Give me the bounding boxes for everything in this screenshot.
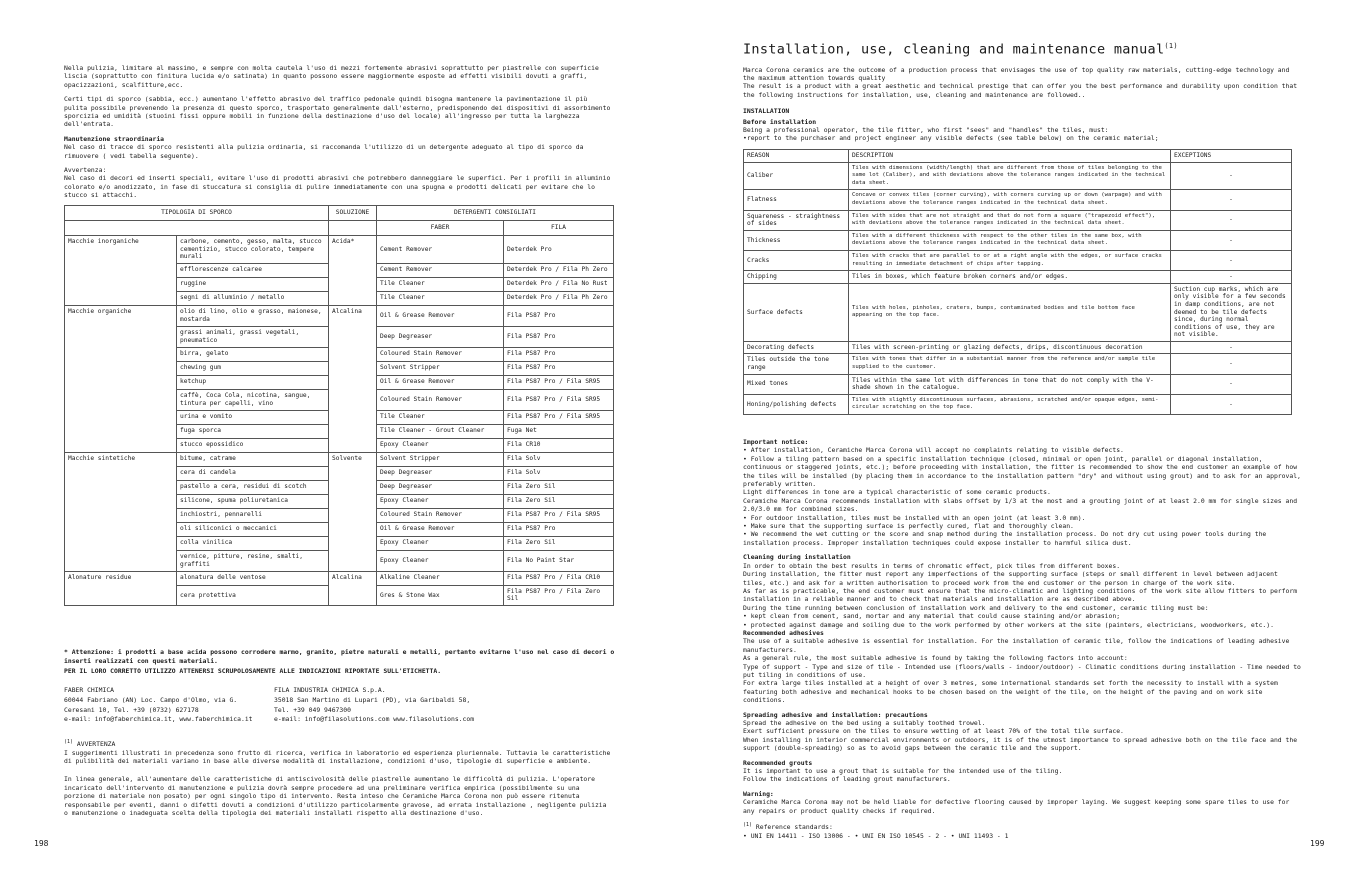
header-solution: SOLUZIONE: [329, 206, 377, 221]
table-row: [744, 341, 1292, 354]
faber-product: Epoxy Cleaner: [377, 438, 504, 452]
header-faber: FABER: [377, 221, 504, 236]
faber-product: Alkaline Cleaner: [377, 571, 504, 585]
defect-exceptions: -: [1171, 230, 1292, 250]
defect-exceptions: -: [1171, 162, 1292, 190]
left-intro: [64, 64, 612, 200]
table-row: [65, 452, 614, 466]
stain-type: segni di alluminio / metallo: [177, 291, 329, 305]
faber-product: Deep Degreaser: [377, 466, 504, 480]
defect-description: Tiles with sides that are not straight and that do not form a square ("trapezoid effect"), with deviations above the tolerance ranges indicated in the technical data sheet.: [849, 210, 1171, 230]
defect-description: Tiles with a different thickness with respect to the other tiles in the same box, with deviations above the tolerance ranges indicated in the technical data sheet.: [849, 230, 1171, 250]
faber-product: Oil & Grease Remover: [377, 522, 504, 536]
before-installation-bullet: • report to the purchaser and project engineer any visible defects (see table below) on the ceramic material;: [743, 134, 1303, 142]
fila-product: Fila Solv: [504, 466, 614, 480]
solution-type: Solvente: [329, 452, 377, 571]
defect-reason: Cracks: [744, 250, 849, 270]
defect-table-body: [744, 162, 1292, 414]
fila-product: Fuga Net: [504, 424, 614, 438]
defect-reason: Flatness: [744, 190, 849, 210]
defect-description: Concave or convex tiles (corner curving), with corners curving up or down (warpage) and with deviations above the tolerance ranges indicated in the technical data sheet.: [849, 190, 1171, 210]
fila-product: Fila Zero Sil: [504, 480, 614, 494]
page-number-right: 199: [1310, 839, 1325, 848]
table-row: [744, 162, 1292, 190]
intro-paragraph: Marca Corona ceramics are the outcome of a production process that envisages the use of top quality raw materials, cutting-edge technology and the maximum attention towards quality: [743, 65, 1290, 82]
faber-product: Coloured Stain Remover: [377, 508, 504, 522]
defect-reason: Squareness - straightness of sides: [744, 210, 849, 230]
extra-maintenance-title: Manutenzione straordinaria: [64, 134, 165, 143]
defect-reason: Chipping: [744, 271, 849, 284]
intro-paragraph: Nella pulizia, limitare al massimo, e sempre con molta cautela l'uso di mezzi fortemente abrasivi soprattutto per piastrelle con superficie liscia (soprattutto con finitura lucida e/o satinata) in quanto possono essere maggiormente esposte ad effetti visibili dovuti a graffi, opacizzazioni, scalfitture,ecc.: [64, 64, 599, 89]
adhesives-title: Recommended adhesives: [743, 628, 824, 637]
warning-text: Nel caso di decori ed inserti speciali, evitare l'uso di prodotti abrasivi che potrebbero danneggiare le superfici. Per i profili in alluminio colorato e/o anodizzato, in fase di stuccatura si consiglia di pulire immediatamente con una spugna e prodotti delicati per evitare che lo stucco si attacchi.: [64, 174, 611, 200]
faber-product: Tile Cleaner - Grout Cleaner: [377, 424, 504, 438]
fila-product: Fila PS87 Pro: [504, 326, 614, 347]
attention-text: * Attenzione: i prodotti a base acida possono corrodere marmo, granito, pietre naturali e metalli, pertanto evitarne l'uso nel caso di decori o inserti realizzati con questi materiali.: [64, 648, 615, 666]
faber-product: Solvent Stripper: [377, 361, 504, 375]
header-detergents: DETERGENTI CONSIGLIATI: [377, 206, 614, 221]
faber-product: Coloured Stain Remover: [377, 347, 504, 361]
warning-title: Warning:: [743, 789, 774, 798]
stain-type: colla vinilica: [177, 536, 329, 550]
defect-exceptions: -: [1171, 250, 1292, 270]
final-text: In linea generale, all'aumentare delle caratteristiche di antiscivolosità delle piastrelle aumentano le difficoltà di pulizia. L'operatore incaricato dell'intervento di manutenzione e pulizia dovrà sempre procedere ad una preliminare verifica empirica (possibilmente su una porzione di materiale non posato) per ogni singolo tipo di intervento. Resta inteso che Ceramiche Marca Corona non può essere ritenuta responsabile per eventi, danni o difetti dovuti a condizioni d'utilizzo particolarmente gravose, ad errata installazione , negligente pulizia o manutenzione o inadeguata scelta della tipologia dei materiali installati rispetto alla destinazione d'uso.: [64, 775, 607, 817]
faber-product: Deep Degreaser: [377, 480, 504, 494]
fila-product: Fila CR10: [504, 438, 614, 452]
faber-product: Tile Cleaner: [377, 277, 504, 291]
stain-table: [64, 205, 614, 606]
fila-product: Fila Zero Sil: [504, 494, 614, 508]
stain-type: grassi animali, grassi vegetali, pneumatico: [177, 326, 329, 347]
stain-group-name: Macchie inorganiche: [65, 236, 177, 306]
stain-type: olio di lino, olio e grasso, maionese, mostarda: [177, 305, 329, 326]
defect-reason: Surface defects: [744, 283, 849, 341]
stain-group-name: Macchie organiche: [65, 305, 177, 452]
fila-product: Fila PS87 Pro / Fila SR95: [504, 375, 614, 389]
table-row: [744, 230, 1292, 250]
faber-product: Gres & Stone Wax: [377, 585, 504, 605]
fila-product: Fila PS87 Pro / Fila CR10: [504, 571, 614, 585]
table-row: [65, 305, 614, 326]
fila-product: Fila PS87 Pro: [504, 361, 614, 375]
right-page: [678, 0, 1356, 881]
table-row: [744, 250, 1292, 270]
page-title: Installation, use, cleaning and maintenance manual$^{(1)}$: [743, 41, 1178, 58]
ref-text: • UNI EN 14411 - ISO 13006 - • UNI EN ISO 10545 - 2 - • UNI 11493 - 1: [743, 831, 1009, 840]
faber-product: Coloured Stain Remover: [377, 389, 504, 410]
header-exceptions: EXCEPTIONS: [1171, 150, 1292, 163]
fila-product: Deterdek Pro / Fila Ph Zero: [504, 263, 614, 277]
faber-product: Epoxy Cleaner: [377, 536, 504, 550]
header-type: TIPOLOGIA DI SPORCO: [65, 206, 329, 221]
fila-product: Fila No Paint Star: [504, 550, 614, 571]
fila-product: Deterdek Pro / Fila No Rust: [504, 277, 614, 291]
defect-description: Tiles with screen-printing or glazing defects, drips, discontinuous decoration: [849, 341, 1171, 354]
header-fila: FILA: [504, 221, 614, 236]
left-footnote: [64, 738, 614, 817]
before-installation-text: Being a professional operator, the tile fitter, who first "sees" and "handles" the tiles, must:: [743, 125, 1109, 134]
faber-product: Deep Degreaser: [377, 326, 504, 347]
ref-title: Reference standards:: [755, 823, 833, 832]
defect-exceptions: -: [1171, 374, 1292, 394]
defect-exceptions: -: [1171, 394, 1292, 414]
intro-paragraph: Certi tipi di sporco (sabbia, ecc.) aumentano l'effetto abrasivo del traffico pedonale quindi bisogna mantenere la pavimentazione il più pulita possibile prevenendo la presenza di questo sporco, trasportato generalmente dall'esterno, predisponendo dei dispositivi di assorbimento sporcizia ed umidità (stuoini fissi oppure mobili in funzione della destinazione d'uso del locale) all'ingresso per tutta la larghezza dell'entrata.: [64, 95, 611, 129]
faber-product: Tile Cleaner: [377, 410, 504, 424]
faber-product: Oil & Grease Remover: [377, 375, 504, 389]
before-installation-title: Before installation: [743, 117, 817, 126]
warning-title: Avvertenza:: [64, 166, 107, 175]
faber-product: Cement Remover: [377, 236, 504, 264]
installation-title: INSTALLATION: [743, 107, 790, 116]
fila-product: Fila Solv: [504, 452, 614, 466]
stain-type: birra, gelato: [177, 347, 329, 361]
defect-description: Tiles in boxes, which feature broken corners and/or edges.: [849, 271, 1171, 284]
defect-reason: Tiles outside the tone range: [744, 354, 849, 374]
stain-group-name: Macchie sintetiche: [65, 452, 177, 571]
defect-reason: Caliber: [744, 162, 849, 190]
stain-type: ruggine: [177, 277, 329, 291]
fila-product: Fila PS87 Pro / Fila SR95: [504, 410, 614, 424]
faber-contact: FABER CHIMICA 60044 Fabriano (AN) Loc. Campo d'Olmo, via G. Ceresani 10, Tel. +39 (0732) 627178 e-mail: info@faberchimica.it, www.faberchimica.it: [64, 686, 253, 724]
defect-exceptions: -: [1171, 210, 1292, 230]
fila-product: Fila PS87 Pro / Fila Zero Sil: [504, 585, 614, 605]
defect-reason: Thickness: [744, 230, 849, 250]
defect-exceptions: -: [1171, 341, 1292, 354]
fila-product: Fila PS87 Pro: [504, 305, 614, 326]
stain-type: cera di candela: [177, 466, 329, 480]
stain-type: carbone, cemento, gesso, malta, stucco cementizio, stucco colorato, tempere murali: [177, 236, 329, 264]
grouts-title: Recommended grouts: [743, 758, 813, 767]
notice-title: Important notice:: [743, 438, 809, 446]
faber-product: Solvent Stripper: [377, 452, 504, 466]
faber-product: Cement Remover: [377, 263, 504, 277]
note-text: I suggerimenti illustrati in precedenza sono frutto di ricerca, verifica in laboratorio ed esperienza pluriennale. Tuttavia le caratteristiche di pulibilità dei materiali variano in base alle diverse modalità di installazione, condizioni d'uso, tipologie di superficie e ambiente.: [64, 748, 611, 765]
stain-type: inchiostri, pennarelli: [177, 508, 329, 522]
fila-product: Fila Zero Sil: [504, 536, 614, 550]
attention-label-note: PER IL LORO CORRETTO UTILIZZO ATTENERSI SCRUPOLOSAMENTE ALLE INDICAZIONI RIPORTATE SULL'ETICHETTA.: [64, 666, 442, 675]
defect-exceptions: -: [1171, 271, 1292, 284]
faber-product: Oil & Grease Remover: [377, 305, 504, 326]
spreading-title: Spreading adhesive and installation: precautions: [743, 710, 928, 719]
stain-type: fuga sporca: [177, 424, 329, 438]
note-mark: (1): [64, 739, 74, 745]
stain-type: chewing gum: [177, 361, 329, 375]
stain-type: urina e vomito: [177, 410, 329, 424]
table-row: [744, 271, 1292, 284]
defect-description: Tiles within the same lot with differences in tone that do not comply with the V-shade shown in the catalogue.: [849, 374, 1171, 394]
fila-product: Fila PS87 Pro / Fila SR95: [504, 508, 614, 522]
ref-mark: (1): [743, 822, 753, 829]
faber-product: Epoxy Cleaner: [377, 550, 504, 571]
defect-description: Tiles with dimensions (width/length) that are different from those of tiles belonging to the same lot (Caliber), and with deviations above the tolerance ranges indicated in the technical data sheet.: [849, 162, 1171, 190]
extra-maintenance-text: Nel caso di tracce di sporco resistenti alla pulizia ordinaria, si raccomanda l'utilizzo di un detergente adeguato al tipo di sporco da rimuovere ( vedi tabella seguente).: [64, 143, 584, 160]
table-row: [65, 571, 614, 585]
stain-type: vernice, pitture, resine, smalti, graffiti: [177, 550, 329, 571]
solution-type: Alcalina: [329, 305, 377, 452]
stain-type: oli siliconici o meccanici: [177, 522, 329, 536]
attention-block: [64, 648, 616, 676]
table-row: [744, 394, 1292, 414]
stain-type: ketchup: [177, 375, 329, 389]
header-description: DESCRIPTION: [849, 150, 1171, 163]
stain-type: cera protettiva: [177, 585, 329, 605]
stain-type: silicone, spuma poliuretanica: [177, 494, 329, 508]
defect-description: Tiles with tones that differ in a substantial manner from the reference and/or sample tile supplied to the customer.: [849, 354, 1171, 374]
defect-description: Tiles with cracks that are parallel to or at a right angle with the edges, or surface cracks resulting in immediate detachment of chips after tapping.: [849, 250, 1171, 270]
stain-type: stucco epossidico: [177, 438, 329, 452]
cleaning-title: Cleaning during installation: [743, 553, 851, 562]
defect-reason: Decorating defects: [744, 341, 849, 354]
defect-exceptions: -: [1171, 190, 1292, 210]
table-row: [744, 190, 1292, 210]
solution-type: Alcalina: [329, 571, 377, 605]
stain-type: efflorescenze calcaree: [177, 263, 329, 277]
fila-contact: FILA INDUSTRIA CHIMICA S.p.A. 35018 San Martino di Lupari (PD), via Garibaldi 58, Tel. +39 049 9467300 e-mail: info@filasolutions.com www.filasolutions.com: [274, 686, 475, 724]
table-row: [744, 283, 1292, 341]
table-row: [744, 374, 1292, 394]
solution-type: Acida*: [329, 236, 377, 306]
stain-type: pastello a cera, residui di scotch: [177, 480, 329, 494]
fila-product: Fila PS87 Pro: [504, 522, 614, 536]
defect-table: [743, 149, 1292, 415]
right-body: Important notice: • After installation, Ceramiche Marca Corona will accept no complaints relating to visible defects. • Follow a tiling pattern based on a specific installation technique (closed, minimal or open joint, parallel or diagonal installation, continuous or staggered joints, etc.); before proceeding with installation, the fitter is recommended to show the end customer an example of how the tiles will be installed (by placing them in accordance to the installation pattern "dry" and without using grout) and to ask for an approval, preferably written. Light differences in tone are a typical characteristic of some ceramic products. Ceramiche Marca Corona recommends installation with slabs offset by 1/3 at the most and a grouting joint of at least 2.0 mm for single sizes and 2.0/3.0 mm for combined sizes. • For outdoor installation, tiles must be installed with an open joint (at least 3.0 mm). • Make sure that the supporting surface is perfectly cured, flat and thoroughly clean. • We recommend the wet cutting or the score and snap method during the installation process. Do not dry cut using power tools during the installation process. Improper installation techniques could expose installer to harmful silica dust. Cleaning during installation In order to obtain the best results in terms of chromatic effect, pick tiles from different boxes. During installation, the fitter must report any imperfections of the supporting surface (steps or small different in level between adjacent tiles, etc.) and ask for a written authorisation to proceed work from the end customer or the person in charge of the work site. As far as is practicable, the end customer must ensure that the micro-climatic and lighting conditions of the work site allow fitters to perform installation in a reliable manner and to check that materials and installation are as described above. During the time running between conclusion of installation work and delivery to the end customer, ceramic tiling must be: • kept clean from cement, sand, mortar and any material that could cause staining and/or abrasion; • protected against damage and soiling due to the work performed by other workers at the site (painters, electricians, woodworkers, etc.). Recommended adhesives The use of a suitable adhesive is essential for installation. For the installation of ceramic tile, follow the indications of leading adhesive manufacturers. As a general rule, the most suitable adhesive is found by taking the following factors into account: Type of support - Type and size of tile - Intended use (floors/walls - indoor/outdoor) - Climatic conditions during installation - Time needed to put tiling in conditions of use. For extra large tiles installed at a height of over 3 metres, some international standards set forth the necessity to install with a system featuring both adhesive and mechanical hooks to be chosen based on the weight of the tile, on the height of the paving and on work site conditions. Spreading adhesive and installation: precautions Spread the adhesive on the bed using a suitably toothed trowel. Exert sufficient pressure on the tiles to ensure wetting of at least 70% of the total tile surface. When installing in interior commercial environments or outdoors, it is of the utmost importance to spread adhesive both on the tile face and the support (double-spreading) so as to avoid gaps between the ceramic tile and the support. Recommended grouts It is important to use a grout that is suitable for the intended use of the tiling. Follow the indications of leading grout manufacturers. Warning: Ceramiche Marca Corona may not be held liable for defective flooring caused by improper laying. We suggest keeping some spare tiles to use for any repairs or product quality checks if required. $^{(1)}$ Reference standards: • UNI EN 14411 - ISO 13006 - • UNI EN ISO 10545 - 2 - • UNI 11493 - 1: [743, 438, 1303, 840]
title-footnote-mark: (1): [1164, 42, 1178, 50]
header-reason: REASON: [744, 150, 849, 163]
defect-reason: Mixed tones: [744, 374, 849, 394]
defect-exceptions: -: [1171, 354, 1292, 374]
fila-product: Deterdek Pro / Fila Ph Zero: [504, 291, 614, 305]
fila-product: Fila PS87 Pro / Fila SR95: [504, 389, 614, 410]
stain-type: alonatura delle ventose: [177, 571, 329, 585]
defect-description: Tiles with slightly discontinuous surfaces, abrasions, scratched and/or opaque edges, semi-circular scratching on the top face.: [849, 394, 1171, 414]
faber-product: Tile Cleaner: [377, 291, 504, 305]
faber-product: Epoxy Cleaner: [377, 494, 504, 508]
warning-text: Ceramiche Marca Corona may not be held liable for defective flooring caused by improper laying. We suggest keeping some spare tiles to use for any repairs or product quality checks if required.: [743, 798, 1290, 815]
fila-product: Fila PS87 Pro: [504, 347, 614, 361]
page-number-left: 198: [34, 839, 49, 848]
defect-description: Tiles with holes, pinholes, craters, bumps, contaminated bodies and tile bottom face appearing on the top face.: [849, 283, 1171, 341]
defect-reason: Honing/polishing defects: [744, 394, 849, 414]
defect-exceptions: Suction cup marks, which are only visible for a few seconds in damp conditions, are not deemed to be tile defects since, during normal conditions of use, they are not visible.: [1171, 283, 1292, 341]
fila-product: Deterdek Pro: [504, 236, 614, 264]
table-row: [65, 236, 614, 264]
stain-table-body: [65, 236, 614, 606]
intro-paragraph: The result is a product with a great aesthetic and technical prestige that can offer you the best performance and durability upon condition that the following instructions for installation, use, cleaning and maintenance are followed..: [743, 82, 1298, 99]
note-title: AVVERTENZA: [76, 740, 116, 749]
right-header: [743, 38, 1303, 143]
table-row: [744, 210, 1292, 230]
table-row: [744, 354, 1292, 374]
stain-group-name: Alonature residue: [65, 571, 177, 605]
stain-type: bitume, catrame: [177, 452, 329, 466]
stain-type: caffè, Coca Cola, nicotina, sangue, tintura per capelli, vino: [177, 389, 329, 410]
